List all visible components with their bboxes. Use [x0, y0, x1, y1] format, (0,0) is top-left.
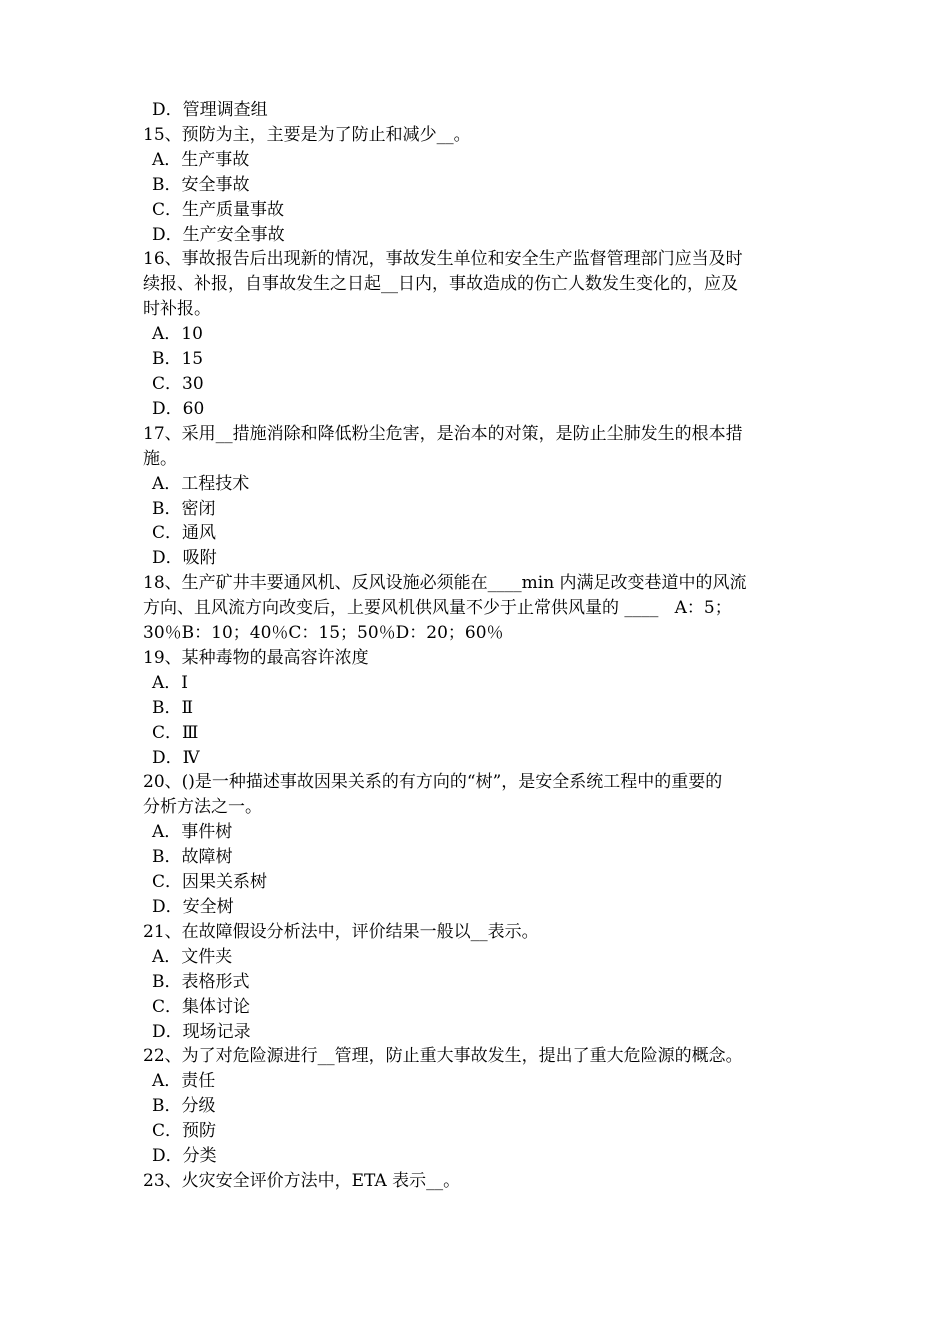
question-text-line: 续报、补报，自事故发生之日起__日内，事故造成的伤亡人数发生变化的，应及 — [143, 274, 738, 295]
question-text-line: 19、某种毒物的最高容许浓度 — [143, 647, 369, 668]
answer-option-line: D．60 — [152, 398, 205, 419]
answer-option-line: C．因果关系树 — [152, 872, 268, 893]
answer-option-line: D．现场记录 — [152, 1021, 251, 1042]
answer-option-line: C．30 — [152, 373, 204, 394]
question-text-line: 17、采用__措施消除和降低粉尘危害，是治本的对策，是防止尘肺发生的根本措 — [143, 423, 743, 444]
question-text-line: 18、生产矿井丰要通风机、反风设施必须能在____min 内满足改变巷道中的风流 — [143, 573, 747, 594]
answer-option-line: C．通风 — [152, 523, 217, 544]
answer-option-line: B．表格形式 — [152, 971, 250, 992]
answer-option-line: A．事件树 — [152, 822, 233, 843]
answer-option-line: B．密闭 — [152, 498, 216, 519]
question-text-line: 16、事故报告后出现新的情况，事故发生单位和安全生产监督管理部门应当及时 — [143, 249, 743, 270]
answer-option-line: D．Ⅳ — [152, 747, 200, 768]
question-text-line: 20、()是一种描述事故因果关系的有方向的“树”，是安全系统工程中的重要的 — [143, 772, 723, 793]
answer-option-line: A．生产事故 — [152, 149, 250, 170]
answer-option-line: A．责任 — [152, 1071, 216, 1092]
question-text-line: 时补报。 — [143, 299, 211, 320]
question-text-line: 21、在故障假设分析法中，评价结果一般以__表示。 — [143, 921, 539, 942]
answer-option-line: B．故障树 — [152, 847, 233, 868]
question-text-line: 22、为了对危险源进行__管理，防止重大事故发生，提出了重大危险源的概念。 — [143, 1046, 743, 1067]
question-text-line: 30％B：10；40％C：15；50％D：20；60％ — [143, 623, 504, 644]
answer-option-line: A．工程技术 — [152, 473, 250, 494]
answer-option-line: C．生产质量事故 — [152, 199, 285, 220]
question-text-line: 15、预防为主，主要是为了防止和减少__。 — [143, 124, 471, 145]
answer-option-line: B．Ⅱ — [152, 697, 194, 718]
document-body — [143, 98, 813, 1194]
answer-option-line: D．分类 — [152, 1146, 217, 1167]
answer-option-line: C．预防 — [152, 1121, 217, 1142]
answer-option-line: D．管理调查组 — [152, 100, 268, 120]
answer-option-line: B．15 — [152, 349, 204, 370]
question-text-line: 施。 — [143, 448, 177, 469]
answer-option-line: C．集体讨论 — [152, 996, 251, 1017]
answer-option-line: A．10 — [152, 324, 203, 345]
answer-option-line: A．Ⅰ — [152, 672, 188, 693]
answer-option-line: A．文件夹 — [152, 946, 233, 967]
answer-option-line: C．Ⅲ — [152, 722, 199, 743]
answer-option-line: B．安全事故 — [152, 174, 250, 195]
answer-option-line: B．分级 — [152, 1096, 216, 1117]
question-text-line: 23、火灾安全评价方法中，ETA 表示__。 — [143, 1170, 461, 1191]
answer-option-line: D．安全树 — [152, 897, 234, 917]
answer-option-line: D．生产安全事故 — [152, 224, 285, 245]
question-text-line: 方向、且风流方向改变后，上要风机供风量不少于止常供风量的 ____ A：5； — [143, 598, 732, 619]
question-text-line: 分析方法之一。 — [143, 797, 262, 818]
answer-option-line: D．吸附 — [152, 548, 217, 569]
